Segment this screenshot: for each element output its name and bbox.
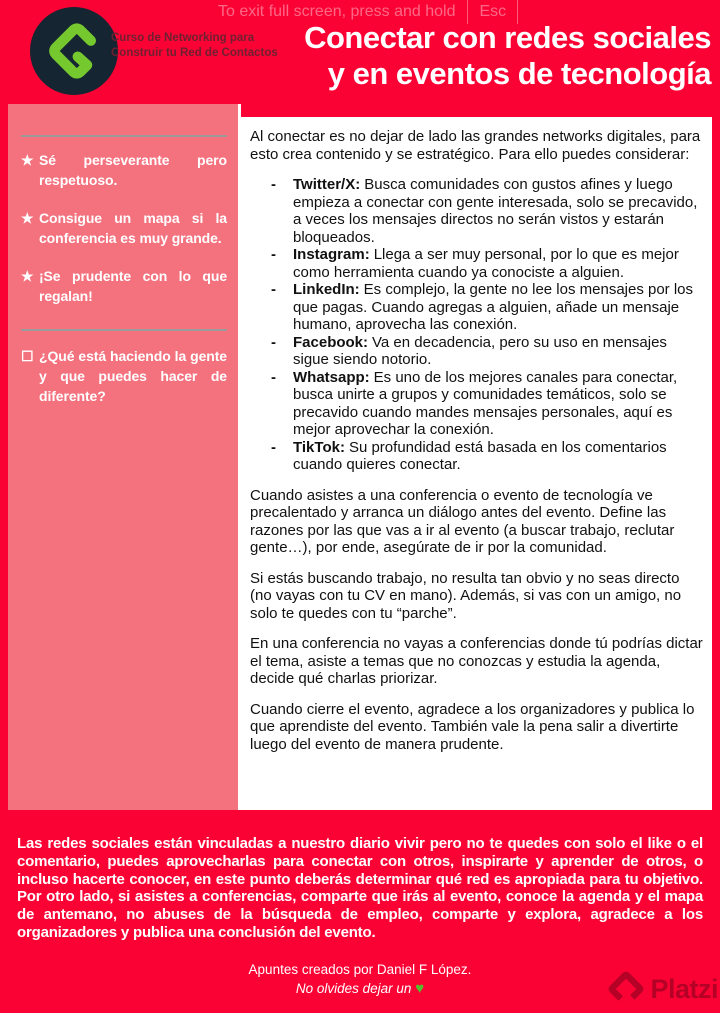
network-name: Instagram:	[293, 246, 370, 263]
platzi-logo	[30, 7, 118, 95]
course-label: Curso de Networking para Construir tu Red de Contactos	[111, 32, 278, 59]
star-icon: ★	[21, 210, 34, 226]
footer-note-text: No olvides dejar un	[295, 981, 412, 996]
dash-bullet: -	[271, 176, 276, 193]
body-paragraph: Si estás buscando trabajo, no resulta tan obvio y no seas directo (no vayas con tu CV en mano). Además, si vas con un amigo, no solo te quedes con tu “parche”.	[250, 569, 682, 622]
list-item	[250, 246, 705, 281]
list-item	[250, 281, 705, 334]
network-name: Whatsapp:	[293, 368, 370, 386]
sidebar-tip	[21, 208, 227, 248]
sidebar-tip-text: Sé perseverante pero respetuoso.	[39, 152, 227, 188]
sidebar-tip-text: ¡Se prudente con lo que regalan!	[39, 268, 227, 304]
platzi-logo-icon	[44, 21, 104, 81]
dash-bullet: -	[271, 368, 276, 386]
dash-bullet: -	[271, 438, 276, 456]
page-title-line-1: Conectar con redes sociales	[304, 20, 711, 55]
network-description: Va en decadencia, pero su uso en mensajes sigue siendo notorio.	[293, 333, 667, 368]
list-item	[250, 176, 705, 246]
checkbox-icon: ☐	[21, 348, 34, 364]
sidebar	[8, 104, 238, 810]
body-paragraph: En una conferencia no vayas a conferencias donde tú podrías dictar el tema, asiste a temas que no conozcas y estudia la agenda, decide qué charlas priorizar.	[250, 635, 703, 687]
network-description: Es uno de los mejores canales para conectar, busca unirte a grupos y comunidades temáticos, solo se precavido cuando mandes mensajes personales, aquí es mejor aprovechar la conexión.	[293, 368, 678, 438]
dash-bullet: -	[271, 246, 276, 263]
page-title	[304, 20, 711, 92]
list-item	[250, 439, 705, 474]
esc-key-hint: Esc	[479, 3, 507, 20]
summary-text: Las redes sociales están vinculadas a nuestro diario vivir pero no te quedes con solo el like o el comentario, puedes aprovecharlas para conectar con otros, inspirarte y aprender de otros, o incluso hacerte conocer, en este punto deberás determinar qué red es apropiada para tu objetivo. Por otro lado, si asistes a conferencias, comparte que irás al evento, conoce la agenda y el mapa de antemano, no abuses de la búsqueda de empleo, comparte y explora, agradece a los organizadores y publica una conclusión del evento.	[17, 835, 703, 941]
star-icon: ★	[21, 152, 34, 168]
network-description: Llega a ser muy personal, por lo que es mejor como herramienta cuando ya conociste a alguien.	[293, 246, 679, 281]
dash-bullet: -	[271, 281, 276, 298]
page-title-line-2: y en eventos de tecnología	[327, 56, 711, 91]
dash-bullet: -	[271, 333, 276, 351]
list-item	[250, 334, 705, 369]
platzi-watermark-icon	[607, 970, 645, 1008]
sidebar-tip	[21, 266, 227, 306]
sidebar-separator	[21, 329, 227, 331]
sidebar-separator	[21, 135, 227, 137]
sidebar-tip-text: Consigue un mapa si la conferencia es muy grande.	[39, 210, 227, 246]
network-description: Es complejo, la gente no lee los mensajes por los que pagas. Cuando agregas a alguien, añade un mensaje humano, aprovecha las conexión.	[293, 281, 694, 333]
intro-paragraph: Al conectar es no dejar de lado las grandes networks digitales, para esto crea contenido y se estratégico. Para ello puedes considerar:	[250, 128, 701, 163]
network-description: Su profundidad está basada en los comentarios cuando quieres conectar.	[293, 438, 667, 473]
author-credit: Apuntes creados por Daniel F López.	[248, 962, 472, 977]
sidebar-question	[21, 346, 227, 406]
network-name: LinkedIn:	[293, 281, 360, 298]
network-name: Twitter/X:	[293, 176, 361, 193]
list-item	[250, 369, 705, 439]
main-content	[241, 117, 712, 810]
network-name: TikTok:	[293, 438, 345, 456]
social-networks-list	[250, 176, 705, 474]
platzi-watermark-text: Platzi	[650, 973, 718, 1004]
green-heart-icon: ♥	[415, 980, 425, 997]
star-icon: ★	[21, 268, 34, 284]
sidebar-tip	[21, 150, 227, 190]
body-paragraph: Cuando asistes a una conferencia o evento de tecnología ve precalentado y arranca un diálogo antes del evento. Define las razones por las que vas a ir al evento (a buscar trabajo, reclutar gente…), por ende, asegúrate de ir por la comunidad.	[250, 486, 675, 556]
network-description: Busca comunidades con gustos afines y luego empieza a conectar con gente interesada, solo se precavido, a veces los mensajes directos no serán vistos y estarán bloqueados.	[293, 176, 698, 246]
sidebar-question-text: ¿Qué está haciendo la gente y que puedes hacer de diferente?	[39, 348, 227, 404]
network-name: Facebook:	[293, 333, 369, 351]
body-paragraph: Cuando cierre el evento, agradece a los organizadores y publica lo que aprendiste del evento. También vale la pena salir a divertirte luego del evento de manera prudente.	[250, 700, 695, 753]
platzi-watermark	[607, 970, 718, 1008]
toast-message: To exit full screen, press and hold	[218, 3, 456, 20]
